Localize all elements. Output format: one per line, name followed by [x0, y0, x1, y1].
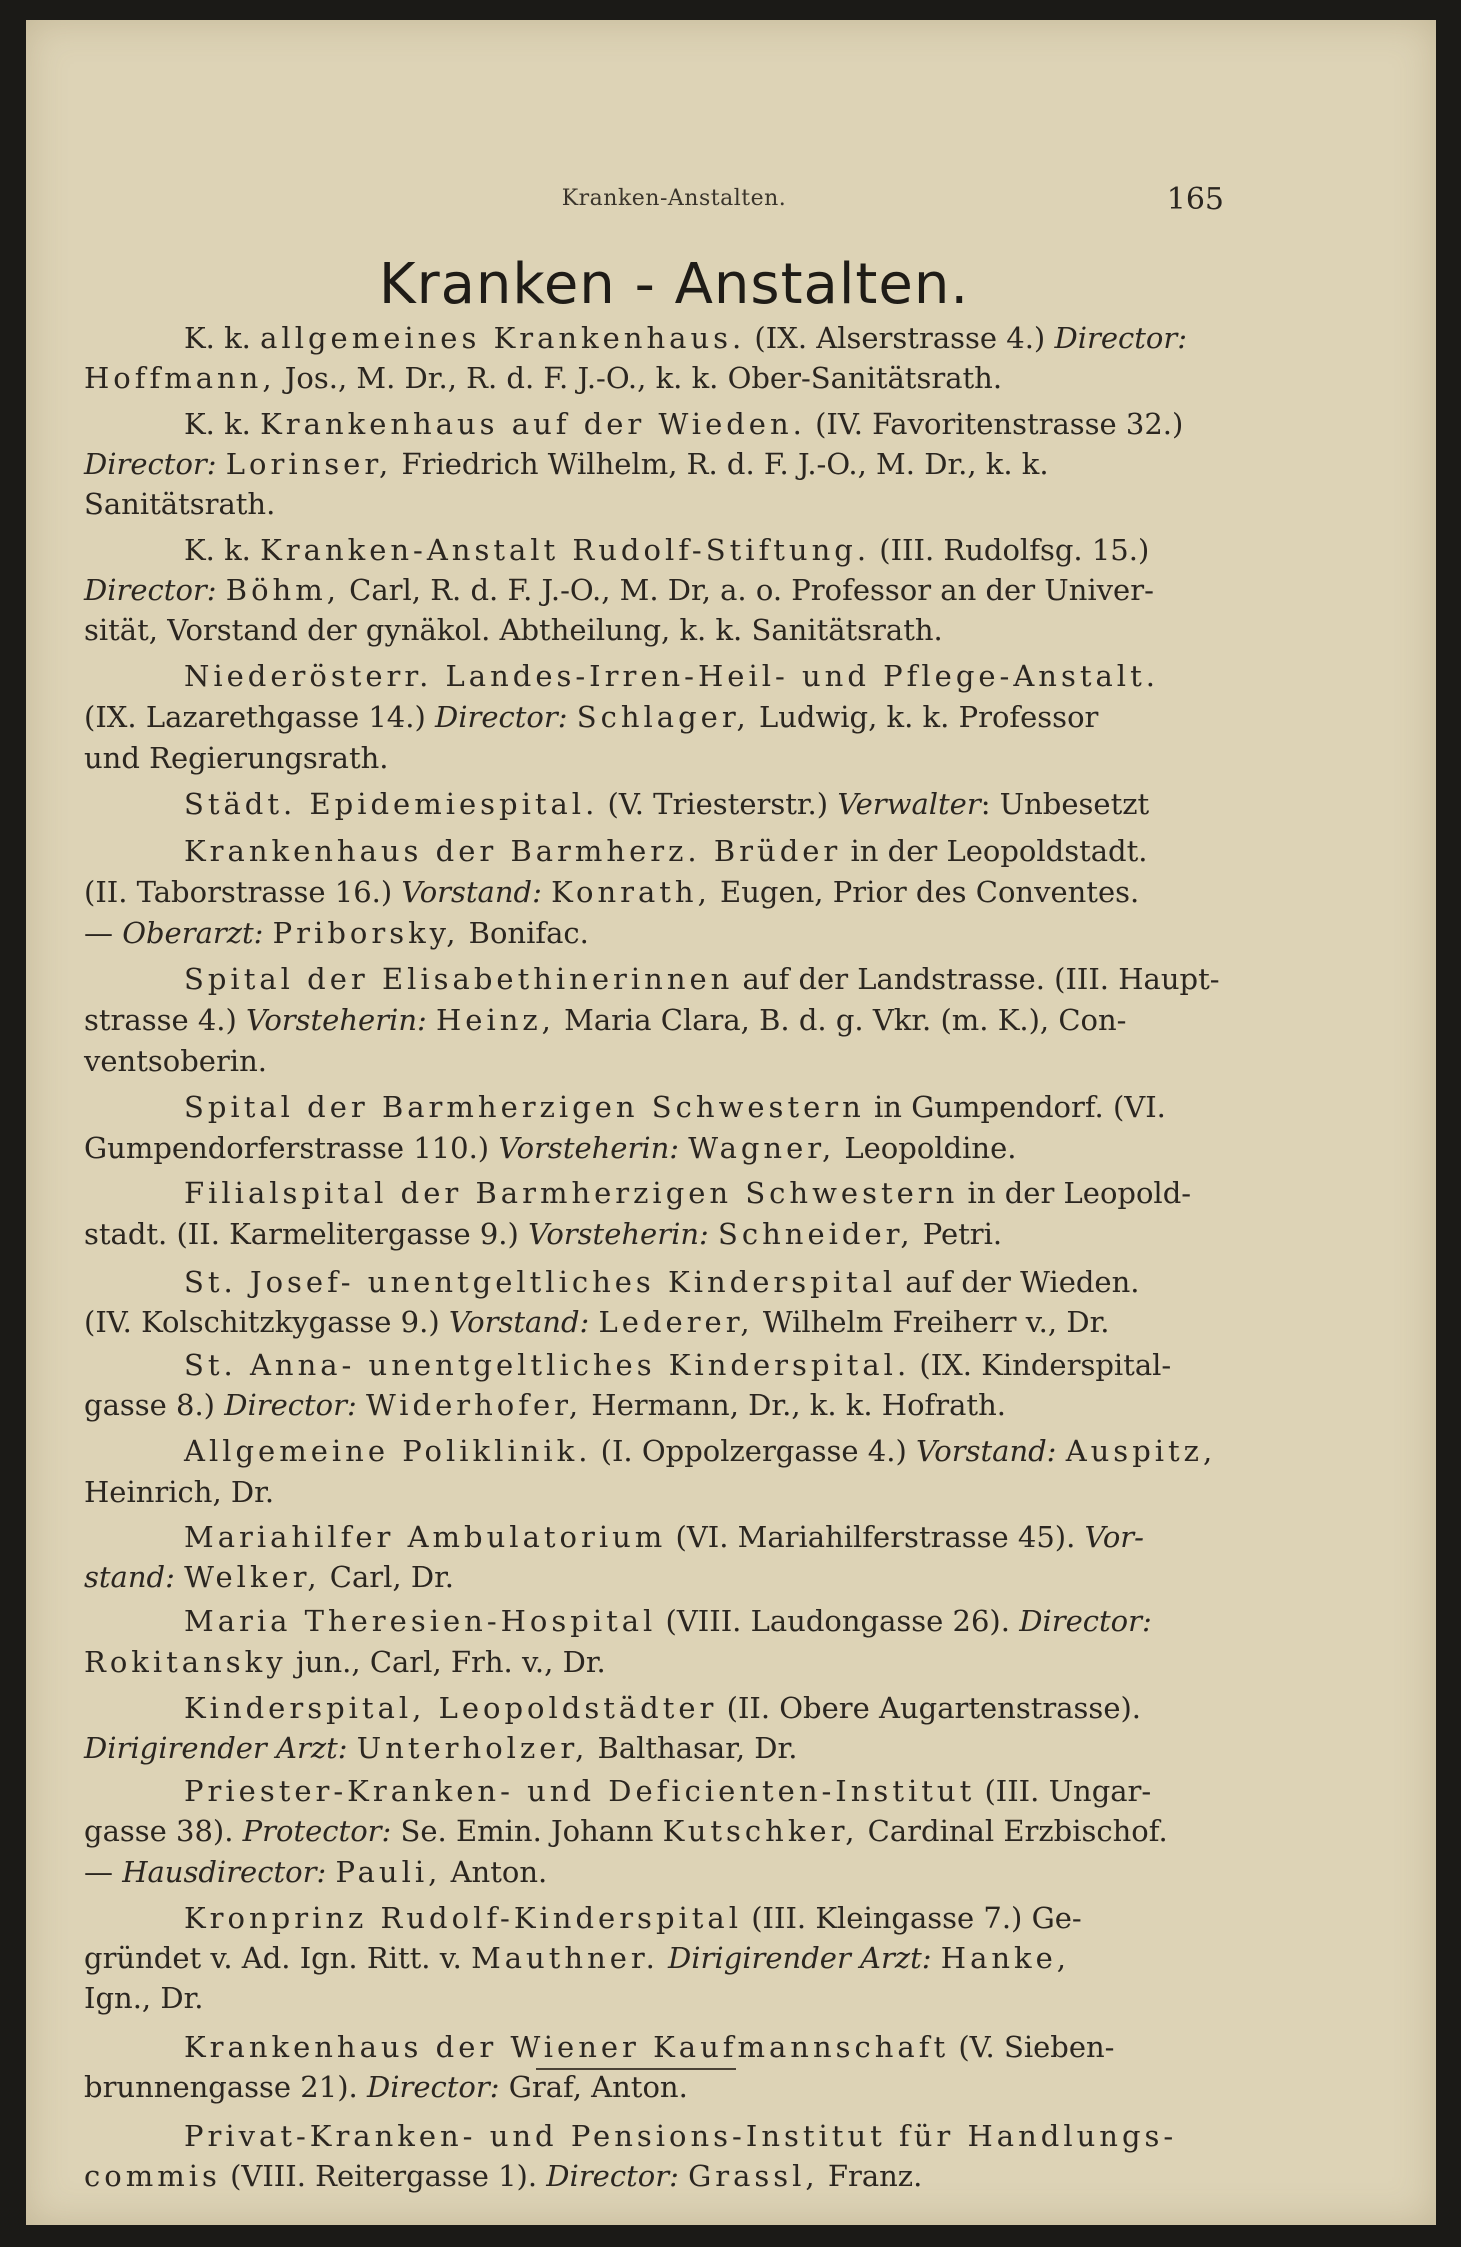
- text-segment: gasse 8.): [84, 1388, 225, 1422]
- entry-line: [84, 913, 1220, 953]
- spaced-name: Spital der Elisabethinerinnen: [184, 962, 734, 996]
- entry-line: [84, 1302, 1220, 1342]
- entry-line: [84, 1472, 1220, 1512]
- text-segment: [357, 1388, 366, 1422]
- entry-first-line: [184, 530, 1220, 570]
- text-segment: Eugen, Prior des Conventes.: [710, 875, 1140, 909]
- text-segment: in der Leopoldstadt.: [841, 834, 1148, 868]
- text-segment: —: [84, 916, 123, 950]
- spaced-name: Schneider,: [718, 1217, 914, 1251]
- text-segment: Ign., Dr.: [84, 1981, 204, 2015]
- role-label: stand:: [84, 1560, 175, 1594]
- text-segment: K. k.: [184, 533, 261, 567]
- role-label: Vorstand:: [916, 1434, 1057, 1468]
- text-segment: Cardinal Erzbischof.: [858, 1814, 1168, 1848]
- page-number: 165: [1166, 182, 1224, 217]
- role-label: Vorsteherin:: [528, 1217, 709, 1251]
- text-segment: in der Leopold-: [958, 1176, 1192, 1210]
- entry-line: [84, 484, 1220, 524]
- text-segment: [542, 875, 551, 909]
- spaced-name: Konrath,: [551, 875, 711, 909]
- text-segment: Carl, Dr.: [320, 1560, 454, 1594]
- entry-line: [84, 1938, 1220, 1978]
- spaced-name: Krankenhaus der Wiener Kaufmannschaft: [184, 2030, 950, 2064]
- text-segment: Friedrich Wilhelm, R. d. F. J.-O., M. Dr., k. k.: [392, 447, 1049, 481]
- entry-first-line: [184, 1517, 1220, 1557]
- spaced-name: Städt. Epidemiespital.: [184, 787, 599, 821]
- spaced-name: Krankenhaus der Barmherz. Brüder: [184, 834, 842, 868]
- entry-line: [84, 1811, 1220, 1851]
- entry-line: [84, 570, 1220, 610]
- text-segment: (II. Taborstrasse 16.): [84, 875, 402, 909]
- role-label: Director:: [84, 573, 217, 607]
- spaced-name: Kronprinz Rudolf-Kinderspital: [184, 1901, 742, 1935]
- document-page: [26, 20, 1436, 2225]
- spaced-name: Wagner,: [688, 1131, 836, 1165]
- role-label: Vorstand:: [448, 1305, 590, 1339]
- role-label: Dirigirender Arzt:: [84, 1731, 348, 1765]
- spaced-name: Hoffmann,: [84, 361, 276, 395]
- text-segment: [263, 916, 272, 950]
- spaced-name: Maria Theresien-Hospital: [184, 1604, 657, 1638]
- spaced-name: Allgemeine Poliklinik.: [184, 1434, 592, 1468]
- text-segment: Se. Emin. Johann: [391, 1814, 663, 1848]
- spaced-name: Spital der Barmherzigen Schwestern: [184, 1090, 865, 1124]
- spaced-name: Priester-Kranken- und Deficienten-Institut: [184, 1774, 976, 1808]
- entry-line: [84, 1214, 1220, 1254]
- spaced-name: Krankenhaus auf der Wieden.: [260, 407, 806, 441]
- spaced-name: St. Josef- unentgeltliches Kinderspital: [184, 1265, 897, 1299]
- text-segment: [217, 447, 226, 481]
- text-segment: (III. Ungar-: [975, 1774, 1152, 1808]
- text-segment: (VI. Mariahilferstrasse 45).: [666, 1520, 1085, 1554]
- text-segment: (IX. Lazarethgasse 14.): [84, 700, 435, 734]
- text-segment: [1056, 1434, 1065, 1468]
- role-label: Dirigirender Arzt:: [668, 1941, 932, 1975]
- text-segment: [589, 1305, 598, 1339]
- text-segment: (VIII. Reitergasse 1).: [220, 2159, 547, 2193]
- entry-first-line: [184, 1898, 1220, 1938]
- spaced-name: Grassl,: [688, 2159, 819, 2193]
- role-label: Director:: [546, 2159, 679, 2193]
- entry-line: [84, 1852, 1220, 1892]
- text-segment: Maria Clara, B. d. g. Vkr. (m. K.), Con-: [554, 1003, 1127, 1037]
- text-segment: [175, 1560, 184, 1594]
- text-segment: Carl, R. d. F. J.-O., M. Dr, a. o. Professor an der Univer-: [339, 573, 1154, 607]
- role-label: Oberarzt:: [122, 916, 264, 950]
- entry-line: [84, 610, 1220, 650]
- role-label: Hausdirector:: [122, 1855, 327, 1889]
- role-label: Vorsteherin:: [246, 1003, 427, 1037]
- role-label: Protector:: [242, 1814, 392, 1848]
- text-segment: Jos., M. Dr., R. d. F. J.-O., k. k. Ober-Sanitätsrath.: [275, 361, 1003, 395]
- text-segment: brunnengasse 21).: [84, 2070, 367, 2104]
- text-segment: auf der Landstrasse. (III. Haupt-: [733, 962, 1220, 996]
- entry-line: [84, 1128, 1220, 1168]
- text-segment: (IX. Alserstrasse 4.): [745, 321, 1055, 355]
- text-segment: [568, 700, 577, 734]
- role-label: Vorsteherin:: [498, 1131, 680, 1165]
- spaced-name: Lederer,: [598, 1305, 754, 1339]
- role-label: Vor-: [1084, 1520, 1144, 1554]
- text-segment: (V. Sieben-: [949, 2030, 1115, 2064]
- text-segment: (V. Triesterstr.): [598, 787, 838, 821]
- entry-line: [84, 1557, 1220, 1597]
- text-segment: (VIII. Laudongasse 26).: [656, 1604, 1020, 1638]
- text-segment: Bonifac.: [459, 916, 589, 950]
- section-divider: [536, 2068, 736, 2070]
- entry-first-line: [184, 2027, 1220, 2067]
- entry-first-line: [184, 959, 1220, 999]
- text-segment: (IX. Kinderspital-: [910, 1348, 1172, 1382]
- role-label: Director:: [1054, 321, 1187, 355]
- text-segment: und Regierungsrath.: [84, 741, 389, 775]
- text-segment: gründet v. Ad. Ign. Ritt. v.: [84, 1941, 472, 1975]
- text-segment: stadt. (II. Karmelitergasse 9.): [84, 1217, 529, 1251]
- spaced-name: Pauli,: [335, 1855, 442, 1889]
- entry-line: [84, 1978, 1220, 2018]
- entry-line: [84, 1000, 1220, 1040]
- role-label: Verwalter: [837, 787, 981, 821]
- text-segment: [659, 1941, 668, 1975]
- entry-first-line: [184, 2116, 1220, 2156]
- spaced-name: Kinderspital, Leopoldstädter: [184, 1691, 718, 1725]
- entry-line: [84, 1728, 1220, 1768]
- spaced-name: allgemeines Krankenhaus.: [260, 321, 746, 355]
- page-title: Kranken - Anstalten.: [378, 252, 970, 317]
- entry-first-line: [184, 1345, 1220, 1385]
- spaced-name: Heinz,: [436, 1003, 555, 1037]
- text-segment: (IV. Favoritenstrasse 32.): [805, 407, 1184, 441]
- spaced-name: Kutschker,: [662, 1814, 859, 1848]
- running-title: Kranken-Anstalten.: [561, 186, 787, 211]
- text-segment: Hermann, Dr., k. k. Hofrath.: [582, 1388, 1006, 1422]
- text-segment: strasse 4.): [84, 1003, 247, 1037]
- text-segment: Balthasar, Dr.: [588, 1731, 798, 1765]
- spaced-name: Rokitansky: [84, 1645, 287, 1679]
- text-segment: [348, 1731, 357, 1765]
- text-segment: (III. Kleingasse 7.) Ge-: [742, 1901, 1082, 1935]
- text-segment: jun., Carl, Frh. v., Dr.: [286, 1645, 606, 1679]
- role-label: Director:: [434, 700, 568, 734]
- text-segment: Franz.: [818, 2159, 923, 2193]
- text-segment: K. k.: [184, 321, 261, 355]
- text-segment: Graf, Anton.: [499, 2070, 688, 2104]
- entry-line: [84, 738, 1220, 778]
- text-segment: Gumpendorferstrasse 110.): [84, 1131, 499, 1165]
- text-segment: (III. Rudolfsg. 15.): [870, 533, 1150, 567]
- entry-line: [84, 697, 1220, 737]
- text-segment: [217, 573, 226, 607]
- text-segment: K. k.: [184, 407, 261, 441]
- entry-first-line: [184, 1262, 1220, 1302]
- entry-line: [84, 1385, 1220, 1425]
- spaced-name: Welker,: [184, 1560, 321, 1594]
- entry-first-line: [184, 1688, 1220, 1728]
- text-segment: gasse 38).: [84, 1814, 243, 1848]
- spaced-name: Mauthner.: [471, 1941, 659, 1975]
- text-segment: Heinrich, Dr.: [84, 1475, 275, 1509]
- spaced-name: Privat-Kranken- und Pensions-Institut für Handlungs-: [184, 2119, 1178, 2153]
- spaced-name: Priborsky,: [272, 916, 460, 950]
- entry-first-line: [184, 1431, 1220, 1471]
- text-segment: —: [84, 1855, 123, 1889]
- text-segment: Leopoldine.: [835, 1131, 1017, 1165]
- entry-first-line: [184, 1087, 1220, 1127]
- text-segment: [679, 1131, 688, 1165]
- entry-line: [84, 2156, 1220, 2196]
- spaced-name: Kranken-Anstalt Rudolf-Stiftung.: [260, 533, 871, 567]
- role-label: Director:: [224, 1388, 357, 1422]
- institution-list: [26, 20, 1436, 2225]
- spaced-name: Niederösterr. Landes-Irren-Heil- und Pflege-Anstalt.: [184, 659, 1159, 693]
- entry-line: [84, 2067, 1220, 2107]
- spaced-name: Schlager,: [576, 700, 750, 734]
- entry-line: [84, 872, 1220, 912]
- entry-first-line: [184, 404, 1220, 444]
- entry-first-line: [184, 831, 1220, 871]
- role-label: Vorstand:: [401, 875, 542, 909]
- entry-first-line: [184, 1173, 1220, 1213]
- spaced-name: St. Anna- unentgeltliches Kinderspital.: [184, 1348, 911, 1382]
- entry-first-line: [184, 784, 1220, 824]
- text-segment: Wilhelm Freiherr v., Dr.: [753, 1305, 1110, 1339]
- text-segment: auf der Wieden.: [896, 1265, 1140, 1299]
- spaced-name: Böhm,: [225, 573, 340, 607]
- text-segment: [427, 1003, 436, 1037]
- entry-line: [84, 1041, 1220, 1081]
- spaced-name: Lorinser,: [225, 447, 393, 481]
- entry-line: [84, 358, 1220, 398]
- text-segment: (IV. Kolschitzkygasse 9.): [84, 1305, 449, 1339]
- text-segment: : Unbesetzt: [980, 787, 1150, 821]
- entry-line: [84, 1642, 1220, 1682]
- text-segment: [679, 2159, 688, 2193]
- text-segment: Ludwig, k. k. Professor: [749, 700, 1099, 734]
- entry-first-line: [184, 1771, 1220, 1811]
- text-segment: sität, Vorstand der gynäkol. Abtheilung, k. k. Sanitätsrath.: [84, 613, 943, 647]
- spaced-name: Filialspital der Barmherzigen Schwestern: [184, 1176, 959, 1210]
- text-segment: Anton.: [441, 1855, 548, 1889]
- text-segment: Petri.: [913, 1217, 1003, 1251]
- entry-first-line: [184, 656, 1220, 696]
- text-segment: [932, 1941, 941, 1975]
- spaced-name: Hanke,: [940, 1941, 1070, 1975]
- spaced-name: Widerhofer,: [365, 1388, 583, 1422]
- spaced-name: commis: [84, 2159, 221, 2193]
- text-segment: [709, 1217, 718, 1251]
- spaced-name: Mariahilfer Ambulatorium: [184, 1520, 667, 1554]
- text-segment: in Gumpendorf. (VI.: [864, 1090, 1166, 1124]
- entry-line: [84, 444, 1220, 484]
- entry-first-line: [184, 1601, 1220, 1641]
- role-label: Director:: [366, 2070, 500, 2104]
- spaced-name: Auspitz,: [1065, 1434, 1217, 1468]
- role-label: Director:: [84, 447, 217, 481]
- entry-first-line: [184, 318, 1220, 358]
- role-label: Director:: [1019, 1604, 1152, 1638]
- text-segment: (I. Oppolzergasse 4.): [591, 1434, 917, 1468]
- text-segment: (II. Obere Augartenstrasse).: [717, 1691, 1142, 1725]
- spaced-name: Unterholzer,: [356, 1731, 589, 1765]
- text-segment: Sanitätsrath.: [84, 487, 276, 521]
- text-segment: ventsoberin.: [84, 1044, 267, 1078]
